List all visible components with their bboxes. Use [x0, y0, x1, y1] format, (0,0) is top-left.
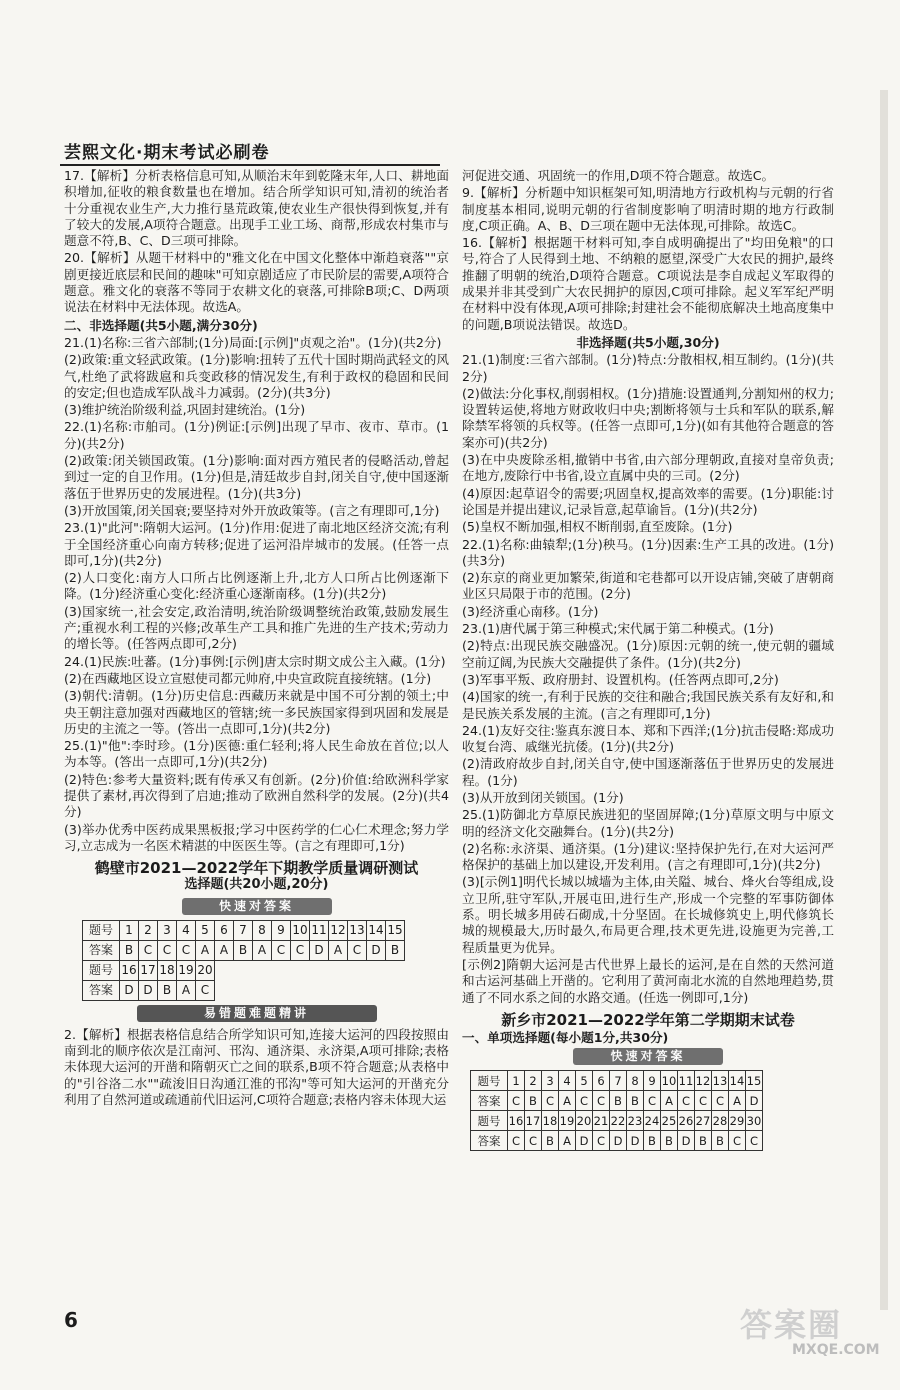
- cell: C: [695, 1091, 712, 1111]
- answer-23-1: 23.(1)唐代属于第三种模式;宋代属于第二种模式。(1分): [462, 621, 774, 637]
- answer-24-2: (2)清政府故步自封,闭关自守,使中国逐渐落伍于世界历史的发展进程。(1分): [462, 756, 834, 788]
- cell: C: [593, 1131, 610, 1151]
- cell: D: [746, 1091, 763, 1111]
- answer-23-2: (2)特点:出现民族交融盛况。(1分)原因:元朝的统一,使元朝的疆域空前辽阔,为民族大交融提供了条件。(1分)(共2分): [462, 638, 834, 670]
- cell: B: [234, 940, 253, 960]
- page-edge: [880, 90, 888, 1310]
- cell: C: [196, 980, 215, 1000]
- cell: 24: [644, 1111, 661, 1131]
- cell: 22: [610, 1111, 627, 1131]
- watermark-logo: 答案圈: [740, 1306, 843, 1344]
- cell: 2: [525, 1071, 542, 1091]
- row-label: 题号: [471, 1111, 508, 1131]
- answer-24-1: 24.(1)民族:吐蕃。(1分)事例:[示例]唐太宗时期文成公主入藏。(1分): [64, 653, 446, 669]
- cell: D: [139, 980, 158, 1000]
- row-label: 题号: [83, 960, 120, 980]
- answer-2-cont: 河促进交通、巩固统一的作用,D项不符合题意。故选C。: [462, 168, 775, 183]
- cell: B: [542, 1131, 559, 1151]
- section-heading: 二、非选择题(共5小题,满分30分): [64, 317, 258, 333]
- cell: C: [542, 1091, 559, 1111]
- page-header: [60, 138, 440, 166]
- cell: 12: [695, 1071, 712, 1091]
- cell: 20: [196, 960, 215, 980]
- answer-21-3: (3)维护统治阶级利益,巩固封建统治。(1分): [64, 402, 306, 418]
- row-label: 答案: [83, 980, 120, 1000]
- cell: 9: [644, 1071, 661, 1091]
- exam-title-hebi: 鹤壁市2021—2022学年下期教学质量调研测试: [94, 859, 419, 878]
- cell: B: [712, 1131, 729, 1151]
- answer-24-3: (3)从开放到闭关锁国。(1分): [462, 789, 624, 805]
- page-number: 6: [64, 1308, 78, 1332]
- answer-22-3: (3)开放国策,闭关国衰;要坚持对外开放政策等。(言之有理即可,1分): [64, 502, 440, 518]
- cell: 15: [746, 1071, 763, 1091]
- cell: 3: [158, 920, 177, 940]
- cell: A: [215, 940, 234, 960]
- cell: B: [695, 1131, 712, 1151]
- cell: C: [291, 940, 310, 960]
- cell: 27: [695, 1111, 712, 1131]
- cell: 11: [310, 920, 329, 940]
- cell: 5: [196, 920, 215, 940]
- cell: C: [746, 1131, 763, 1151]
- cell: 8: [627, 1071, 644, 1091]
- answer-25-2: (2)特色:参考大量资料;既有传承又有创新。(2分)价值:给欧洲科学家提供了素材,再次得到了启迪;推动了欧洲自然科学的发展。(2分)(共4分): [64, 771, 449, 820]
- answer-25-1: 25.(1)"他":李时珍。(1分)医德:重仁轻利;将人民生命放在首位;以人为本等。(答出一点即可,1分)(共2分): [64, 738, 449, 770]
- cell: 10: [661, 1071, 678, 1091]
- cell: B: [627, 1091, 644, 1111]
- section-heading: 非选择题(共5小题,30分): [576, 334, 720, 350]
- row-label: 答案: [83, 940, 120, 960]
- cell: D: [627, 1131, 644, 1151]
- cell: B: [644, 1131, 661, 1151]
- cell: 18: [158, 960, 177, 980]
- table-row: [471, 1111, 763, 1131]
- cell: A: [329, 940, 348, 960]
- cell: 4: [559, 1071, 576, 1091]
- cell: D: [678, 1131, 695, 1151]
- cell: B: [120, 940, 139, 960]
- cell: A: [253, 940, 272, 960]
- answer-2-analysis: 2.【解析】根据表格信息结合所学知识可知,连接大运河的四段按照由南到北的顺序依次是江南河、邗沟、通济渠、永济渠,A项可排除;表格未体现大运河的开凿和隋朝灭亡之间的联系,B项不符合题意;从表格中的"引谷洛二水""疏浚旧日沟通江淮的邗沟"等可知大运河的开凿充分利用了自然河道或疏通前代旧运河,C项符合题意;表格内容未体现大运: [64, 1026, 449, 1107]
- exam-title-xinxiang: 新乡市2021—2022学年第二学期期末试卷: [501, 1010, 795, 1029]
- cell: 7: [610, 1071, 627, 1091]
- answer-23-1: 23.(1)"此河":隋朝大运河。(1分)作用:促进了南北地区经济交流;有利于全国经济重心向南方转移;促进了运河沿岸城市的发展。(任答一点即可,1分)(共2分): [64, 520, 449, 568]
- answer-25-3: (3)举办优秀中医药成果黑板报;学习中医药学的仁心仁术理念;努力学习,立志成为一名医术精湛的中医医生等。(言之有理即可,1分): [64, 821, 449, 853]
- cell: 16: [120, 960, 139, 980]
- answer-table-hebi: [82, 920, 405, 1001]
- cell: C: [525, 1131, 542, 1151]
- cell: 19: [177, 960, 196, 980]
- exam-subtitle-hebi: 选择题(共20小题,20分): [184, 877, 329, 893]
- cell: B: [525, 1091, 542, 1111]
- cell: 23: [627, 1111, 644, 1131]
- table-row: [83, 960, 405, 980]
- answer-22-2: (2)东京的商业更加繁荣,街道和宅巷都可以开设店铺,突破了唐朝商业区只局限于市的范围。(2分): [462, 570, 834, 602]
- cell: C: [348, 940, 367, 960]
- answer-17: 17.【解析】分析表格信息可知,从顺治末年到乾隆末年,人口、耕地面积增加,征收的粮食数量也在增加。结合所学知识可知,清初的统治者十分重视农业生产,大力推行垦荒政策,使农业生产很快得到恢复,并有了较大的发展,A项符合题意。出现手工业工场、商帮,形成农村集市与题意不符,B、C、D三项可排除。: [64, 168, 449, 249]
- cell: 5: [576, 1071, 593, 1091]
- answer-21-1: 21.(1)制度:三省六部制。(1分)特点:分散相权,相互制约。(1分)(共2分): [462, 352, 834, 384]
- cell: 1: [508, 1071, 525, 1091]
- cell: 20: [576, 1111, 593, 1131]
- exam-subtitle-xinxiang: 一、单项选择题(每小题1分,共30分): [462, 1030, 669, 1046]
- table-row: [83, 920, 405, 940]
- answer-22-1: 22.(1)名称:曲辕犁;(1分)秧马。(1分)因素:生产工具的改进。(1分)(共3分): [462, 536, 834, 568]
- cell: 18: [542, 1111, 559, 1131]
- cell: C: [508, 1131, 525, 1151]
- answer-24-3: (3)朝代:清朝。(1分)历史信息:西藏历来就是中国不可分割的领土;中央王朝注意加强对西藏地区的管辖;统一多民族国家得到巩固和发展是历史的主流之一等。(答出一点即可,1分)(共2分): [64, 688, 449, 736]
- row-label: 题号: [471, 1071, 508, 1091]
- answer-23-3: (3)军事平叛、政府册封、设置机构。(任答两点即可,2分): [462, 671, 779, 687]
- cell: A: [559, 1091, 576, 1111]
- cell: 26: [678, 1111, 695, 1131]
- answer-24-1: 24.(1)友好交往:鉴真东渡日本、郑和下西洋;(1分)抗击侵略:郑成功收复台湾、戚继光抗倭。(1分)(共2分): [462, 722, 834, 755]
- cell: 17: [525, 1111, 542, 1131]
- answer-21-4: (4)原因:起草诏令的需要;巩固皇权,提高效率的需要。(1分)职能:讨论国是并提出建议,记录旨意,起草谕旨。(1分)(共2分): [462, 485, 834, 517]
- cell: 30: [746, 1111, 763, 1131]
- cell: D: [576, 1131, 593, 1151]
- answer-25-3: (3)[示例1]明代长城以城墙为主体,由关隘、城台、烽火台等组成,设立卫所,驻守军队,开展屯田,进行生产,形成一个完整的军事防御体系。明长城多用砖石砌成,十分坚固。在长城修筑史上,明代修筑长城的规模最大,历时最久,布局更合理,技术更先进,设施更为完善,工程质量更为优异。: [462, 874, 834, 955]
- quick-answer-banner: 快速对答案: [182, 898, 332, 915]
- header-title: 芸熙文化·期末考试必刷卷: [64, 143, 270, 163]
- cell: B: [158, 980, 177, 1000]
- cell: D: [367, 940, 386, 960]
- cell: C: [712, 1091, 729, 1111]
- answer-23-3: (3)国家统一,社会安定,政治清明,统治阶级调整统治政策,鼓励发展生产;重视水利工程的兴修;改革生产工具和推广先进的生产技术;劳动力的增长等。(任答两点即可,2分): [64, 603, 449, 652]
- cell: 13: [712, 1071, 729, 1091]
- answer-23-4: (4)国家的统一,有利于民族的交往和融合;我国民族关系有友好和,和是民族关系发展的主流。(言之有理即可,1分): [462, 689, 834, 721]
- cell: A: [729, 1091, 746, 1111]
- answer-23-2: (2)人口变化:南方人口所占比例逐渐上升,北方人口所占比例逐渐下降。(1分)经济重心变化:经济重心逐渐南移。(1分)(共2分): [64, 570, 449, 602]
- cell: 3: [542, 1071, 559, 1091]
- cell: C: [508, 1091, 525, 1111]
- left-column: [64, 168, 449, 1109]
- answer-21-5: (5)皇权不断加强,相权不断削弱,直至废除。(1分): [462, 519, 733, 535]
- cell: C: [177, 940, 196, 960]
- cell: 13: [348, 920, 367, 940]
- cell: 8: [253, 920, 272, 940]
- row-label: 题号: [83, 920, 120, 940]
- cell: 9: [272, 920, 291, 940]
- cell: 10: [291, 920, 310, 940]
- cell: D: [610, 1131, 627, 1151]
- cell: 14: [729, 1071, 746, 1091]
- cell: A: [196, 940, 215, 960]
- row-label: 答案: [471, 1091, 508, 1111]
- cell: B: [386, 940, 405, 960]
- cell: 11: [678, 1071, 695, 1091]
- cell: D: [120, 980, 139, 1000]
- cell: 19: [559, 1111, 576, 1131]
- answer-9: 9.【解析】分析题中知识框架可知,明清地方行政机构与元朝的行省制度基本相同,说明元朝的行省制度影响了明清时期的地方行政制度,C项正确。A、B、D三项在题中无法体现,可排除。故选C。: [462, 185, 834, 233]
- table-row: [83, 980, 405, 1000]
- answer-22-1: 22.(1)名称:市舶司。(1分)例证:[示例]出现了早市、夜市、草市。(1分)(共2分): [64, 419, 449, 451]
- cell: 21: [593, 1111, 610, 1131]
- watermark-url: MXQE.COM: [792, 1342, 880, 1358]
- cell: D: [310, 940, 329, 960]
- cell: B: [610, 1091, 627, 1111]
- cell: C: [272, 940, 291, 960]
- cell: 25: [661, 1111, 678, 1131]
- cell: 6: [215, 920, 234, 940]
- answer-22-2: (2)政策:闭关锁国政策。(1分)影响:面对西方殖民者的侵略活动,曾起到过一定的自卫作用。(1分)但是,清廷故步自封,闭关自守,使中国逐渐落伍于世界历史的发展进程。(1分)(共3分): [64, 453, 449, 501]
- cell: C: [139, 940, 158, 960]
- cell: C: [729, 1131, 746, 1151]
- table-row: [471, 1131, 763, 1151]
- cell: 4: [177, 920, 196, 940]
- cell: 14: [367, 920, 386, 940]
- answer-22-3: (3)经济重心南移。(1分): [462, 603, 599, 619]
- cell: 15: [386, 920, 405, 940]
- cell: 28: [712, 1111, 729, 1131]
- answer-25-3-example2: [示例2]隋朝大运河是古代世界上最长的运河,是在自然的天然河道和古运河基础上开凿的。它利用了黄河南北水流的自然地理趋势,贯通了不同水系之间的水路交通。(任选一例即可,1分): [462, 956, 834, 1005]
- answer-table-xinxiang: [470, 1070, 763, 1151]
- answer-25-2: (2)名称:永济渠、通济渠。(1分)建议:坚持保护先行,在对大运河严格保护的基础上加以建设,开发利用。(言之有理即可,1分)(共2分): [462, 840, 834, 873]
- cell: C: [644, 1091, 661, 1111]
- table-row: [471, 1071, 763, 1091]
- cell: C: [576, 1091, 593, 1111]
- table-row: [83, 940, 405, 960]
- quick-answer-banner: 快速对答案: [573, 1048, 723, 1065]
- answer-21-2: (2)做法:分化事权,削弱相权。(1分)措施:设置通判,分割知州的权力;设置转运使,将地方财政收归中央;割断将领与士兵和军队的联系,解除禁军将领的兵权等。(任答一点即可,1分)(如有其他符合题意的答案亦可)(共2分): [462, 385, 834, 450]
- answer-16: 16.【解析】根据题干材料可知,李自成明确提出了"均田免粮"的口号,符合了人民得到土地、不纳粮的愿望,深受广大农民的拥护,最终推翻了明朝的统治,D项符合题意。C项说法是李自成起义军取得的成果并非其受到广大农民拥护的原因,C项可排除。起义军军纪严明在材料中没有体现,A项可排除;封建社会不能彻底解决土地高度集中的问题,B项说法错误。故选D。: [462, 235, 834, 332]
- cell: 7: [234, 920, 253, 940]
- answer-20: 20.【解析】从题干材料中的"雅文化在中国文化整体中渐趋衰落""京剧更接近底层和民间的趣味"可知京剧适应了市民阶层的需要,A项符合题意。雅文化的衰落不等同于农耕文化的衰落,可排除B项;C、D两项说法在材料中无法体现。故选A。: [64, 250, 449, 315]
- answer-25-1: 25.(1)防御北方草原民族进犯的坚固屏障;(1分)草原文明与中原文明的经济文化交融舞台。(1分)(共2分): [462, 807, 834, 839]
- cell: C: [593, 1091, 610, 1111]
- cell: 17: [139, 960, 158, 980]
- answer-24-2: (2)在西藏地区设立宣慰使司都元帅府,中央宣政院直接统辖。(1分): [64, 670, 432, 686]
- cell: 16: [508, 1111, 525, 1131]
- cell: 12: [329, 920, 348, 940]
- cell: 1: [120, 920, 139, 940]
- cell: A: [661, 1091, 678, 1111]
- cell: 29: [729, 1111, 746, 1131]
- cell: C: [158, 940, 177, 960]
- right-column: [462, 168, 834, 1155]
- cell: 6: [593, 1071, 610, 1091]
- row-label: 答案: [471, 1131, 508, 1151]
- cell: C: [678, 1091, 695, 1111]
- answer-21-3: (3)在中央废除丞相,撤销中书省,由六部分理朝政,直接对皇帝负责;在地方,废除行中书省,设立直属中央的三司。(2分): [462, 452, 834, 484]
- cell: A: [559, 1131, 576, 1151]
- answer-21-2: (2)政策:重文轻武政策。(1分)影响:扭转了五代十国时期尚武轻文的风气,杜绝了武将跋扈和兵变政移的情况发生,有利于政权的稳固和民间的安定;但也造成军队战斗力减弱。(2分)(共3分): [64, 352, 449, 400]
- cell: A: [177, 980, 196, 1000]
- answer-21-1: 21.(1)名称:三省六部制;(1分)局面:[示例]"贞观之治"。(1分)(共2分): [64, 334, 442, 350]
- cell: 2: [139, 920, 158, 940]
- difficult-questions-banner: 易错题难题精讲: [137, 1005, 377, 1022]
- table-row: [471, 1091, 763, 1111]
- cell: B: [661, 1131, 678, 1151]
